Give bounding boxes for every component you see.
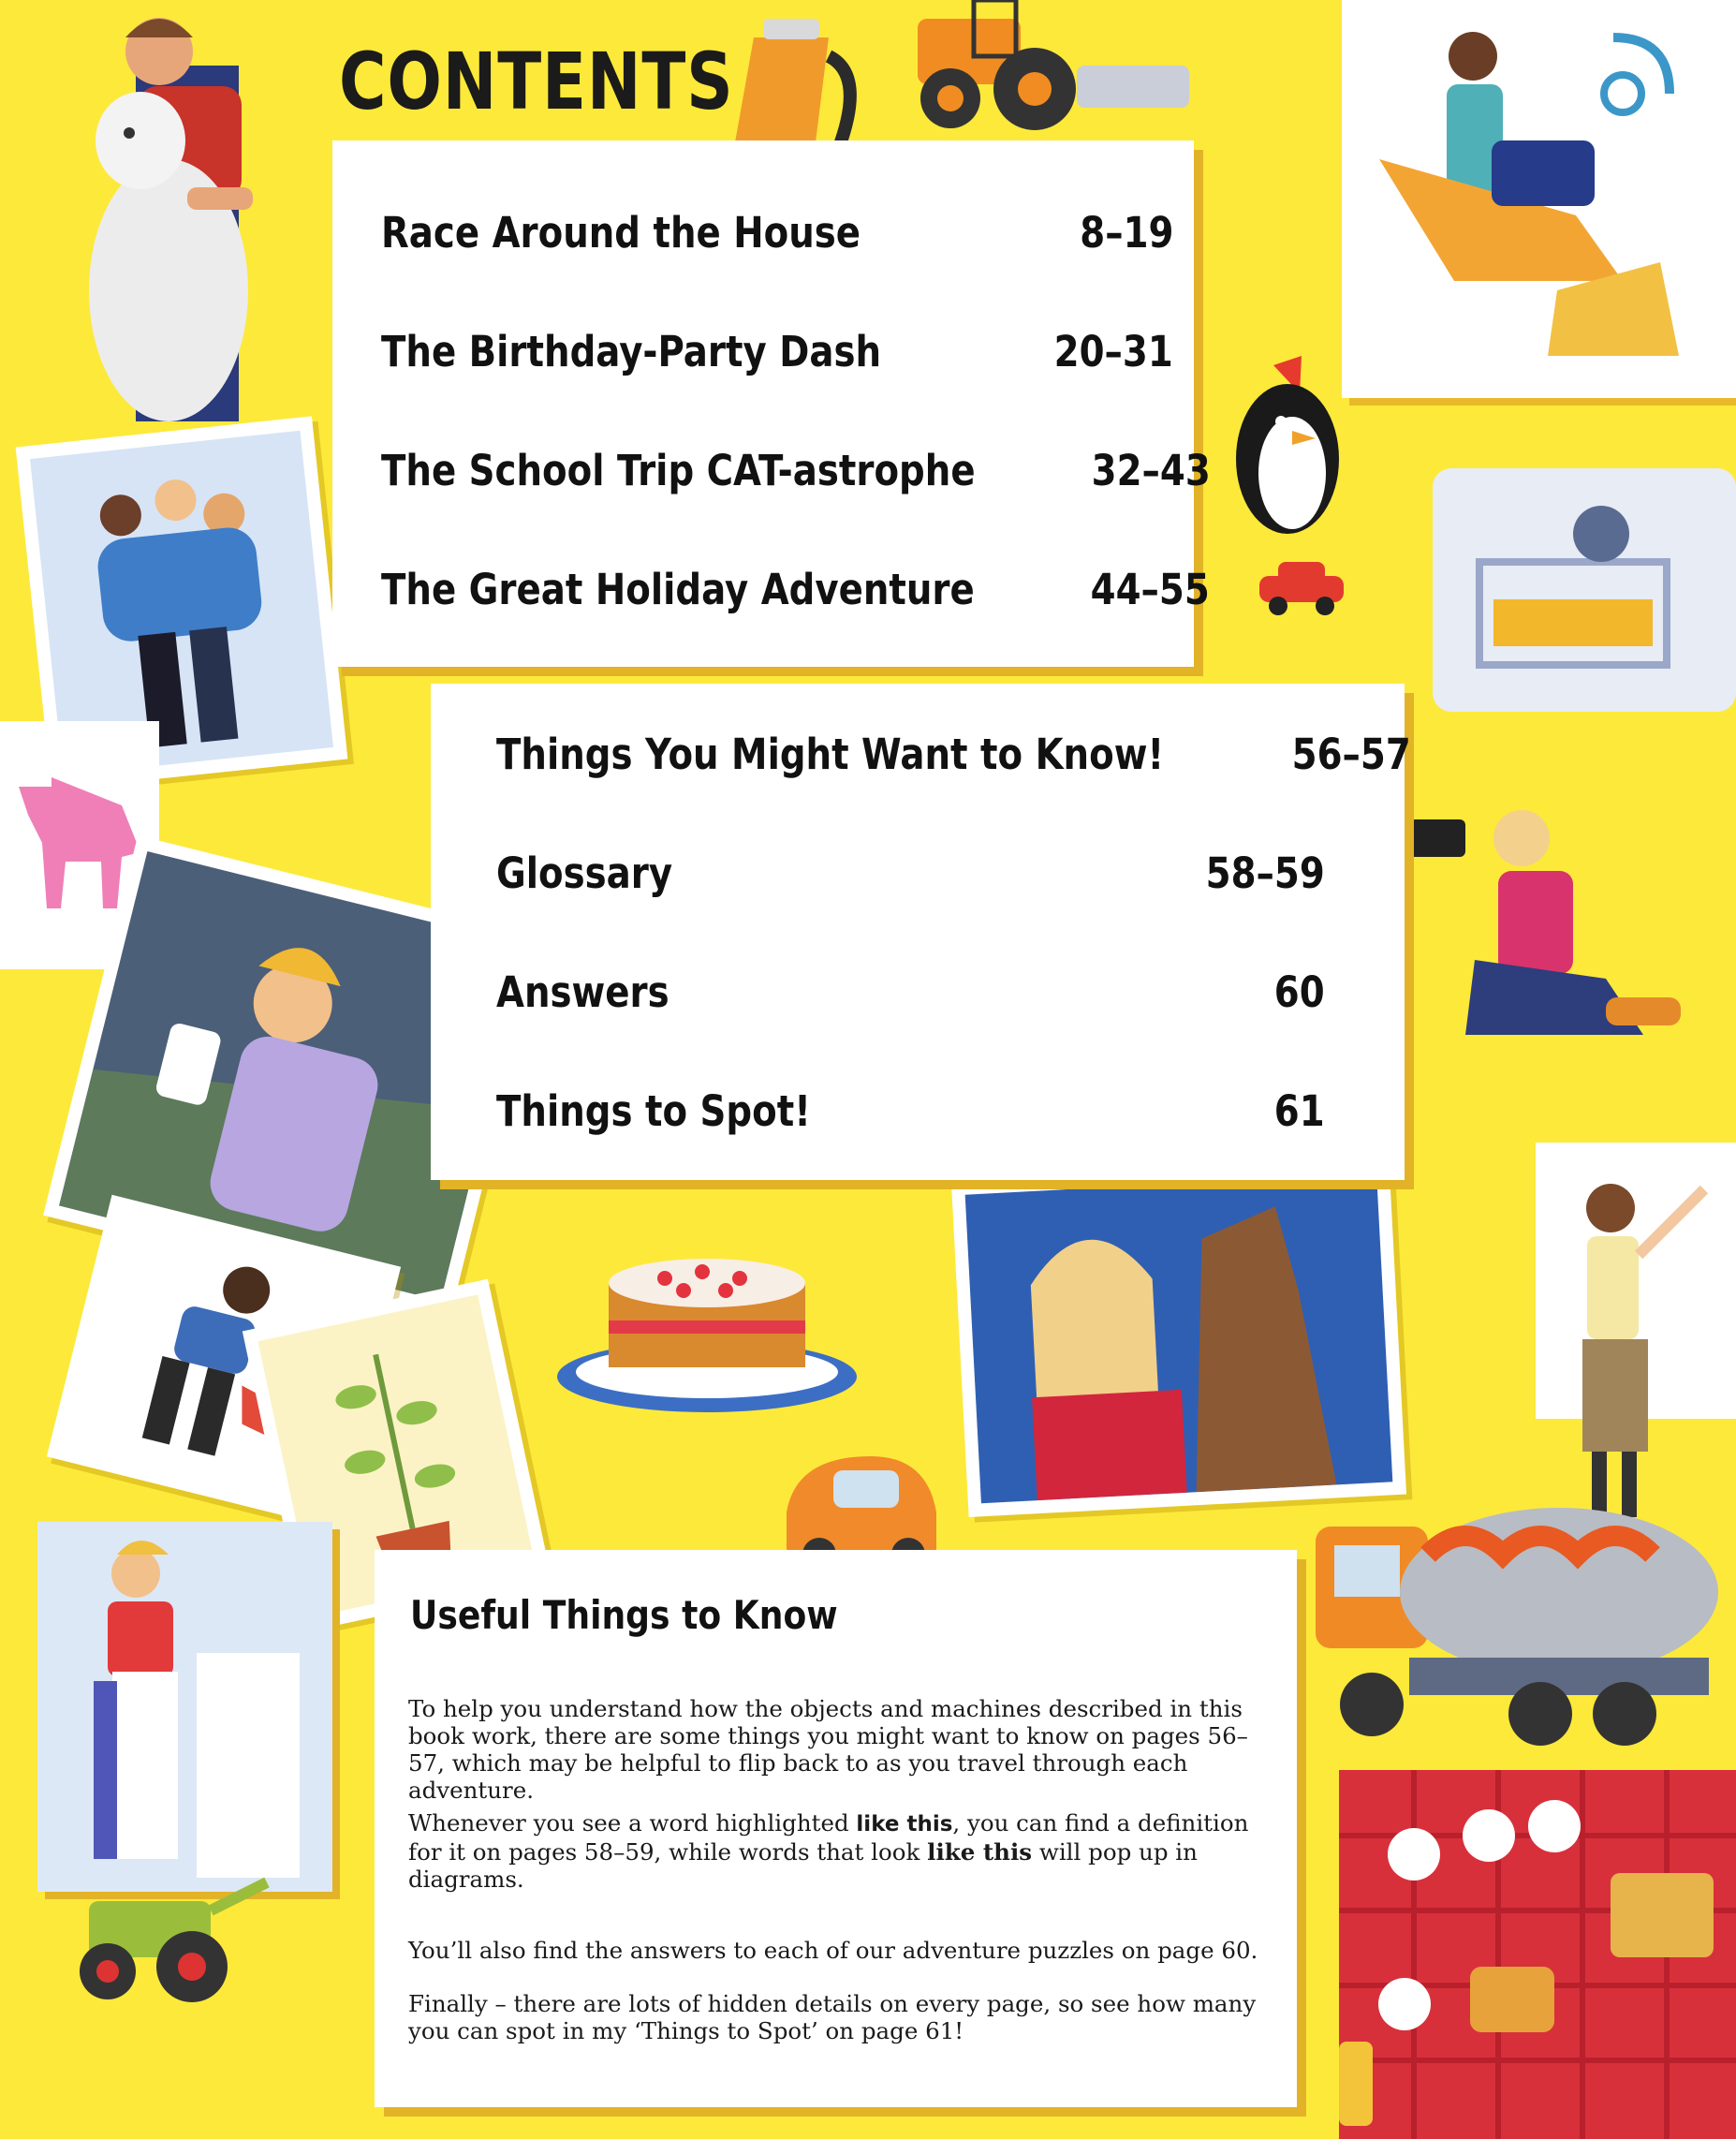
toc-entry-title: Answers (496, 966, 669, 1017)
toc-entry-title: The Birthday-Party Dash (381, 326, 882, 376)
highlighted-term-example: like this (856, 1812, 953, 1837)
toc-entry[interactable] (496, 964, 1325, 1020)
tractor-plough-icon (861, 0, 1199, 140)
useful-paragraph-1: To help you understand how the objects and machines described in this book work, there are some things you might want to know on pages 56–57, which may be helpful to flip back to as you travel through each adventure. (408, 1695, 1248, 1804)
toc-entry-pages: 60 (1274, 966, 1325, 1017)
toc-entry[interactable] (381, 442, 1211, 498)
useful-heading: Useful Things to Know (410, 1592, 838, 1638)
cook-photo (37, 1522, 332, 1892)
useful-paragraph-3: You’ll also find the answers to each of our adventure puzzles on page 60. (408, 1937, 1258, 1964)
useful-paragraph-2 (408, 1809, 1279, 1893)
cook-illustration (37, 1522, 332, 1892)
toc-card-secondary (431, 684, 1411, 1180)
toc-entry-pages: 32–43 (1091, 445, 1211, 495)
cake-icon (552, 1227, 861, 1414)
toc-entry-title: The School Trip CAT-astrophe (381, 445, 976, 495)
toc-entry-title: Things You Might Want to Know! (496, 729, 1165, 779)
toc-card-primary (332, 140, 1211, 667)
paragraph-text: , you can find a definition for it on pages 58–59, while words that look (408, 1809, 1249, 1866)
dishwasher-icon (1405, 450, 1736, 730)
toy-car-icon (1255, 553, 1348, 618)
toc-entry-title: The Great Holiday Adventure (381, 564, 975, 614)
toc-entry[interactable] (496, 726, 1411, 782)
page-title: CONTENTS (339, 36, 734, 127)
toc-entry[interactable] (381, 561, 1210, 617)
toc-entry-pages: 56–57 (1291, 729, 1411, 779)
toc-entry-title: Things to Spot! (496, 1085, 811, 1136)
penguin-icon (1227, 356, 1367, 562)
diagram-term-example: like this (927, 1838, 1033, 1866)
tractor-small-icon (51, 1873, 276, 2014)
sheep-shearer-icon (47, 9, 272, 421)
dentist-photo-frame (1342, 0, 1736, 398)
toc-entry-pages: 8–19 (1079, 207, 1173, 258)
toc-entry-pages: 20–31 (1053, 326, 1173, 376)
dentist-chair-icon (1342, 0, 1736, 398)
useful-paragraph-4: Finally – there are lots of hidden details on every page, so see how many you can spot in my ‘Things to Spot’ on page 61! (408, 1990, 1257, 2044)
toc-entry-title: Race Around the House (381, 207, 861, 258)
toc-entry-title: Glossary (496, 848, 673, 898)
toc-entry[interactable] (381, 204, 1173, 260)
toc-entry-pages: 44–55 (1090, 564, 1210, 614)
toc-entry[interactable] (496, 845, 1325, 901)
toc-entry[interactable] (381, 323, 1173, 379)
llama-illustration (965, 1173, 1393, 1504)
paragraph-text: Whenever you see a word highlighted (408, 1809, 857, 1837)
llama-photo (951, 1159, 1406, 1517)
toc-entry[interactable] (496, 1083, 1325, 1139)
paragraph-text: will pop up in diagrams. (408, 1838, 1198, 1893)
toc-entry-pages: 61 (1274, 1085, 1325, 1136)
picnic-blanket-icon (1330, 1761, 1736, 2139)
cement-mixer-icon (1306, 1470, 1736, 1779)
toc-entry-pages: 58–59 (1205, 848, 1325, 898)
photographer-icon (1409, 782, 1736, 1063)
